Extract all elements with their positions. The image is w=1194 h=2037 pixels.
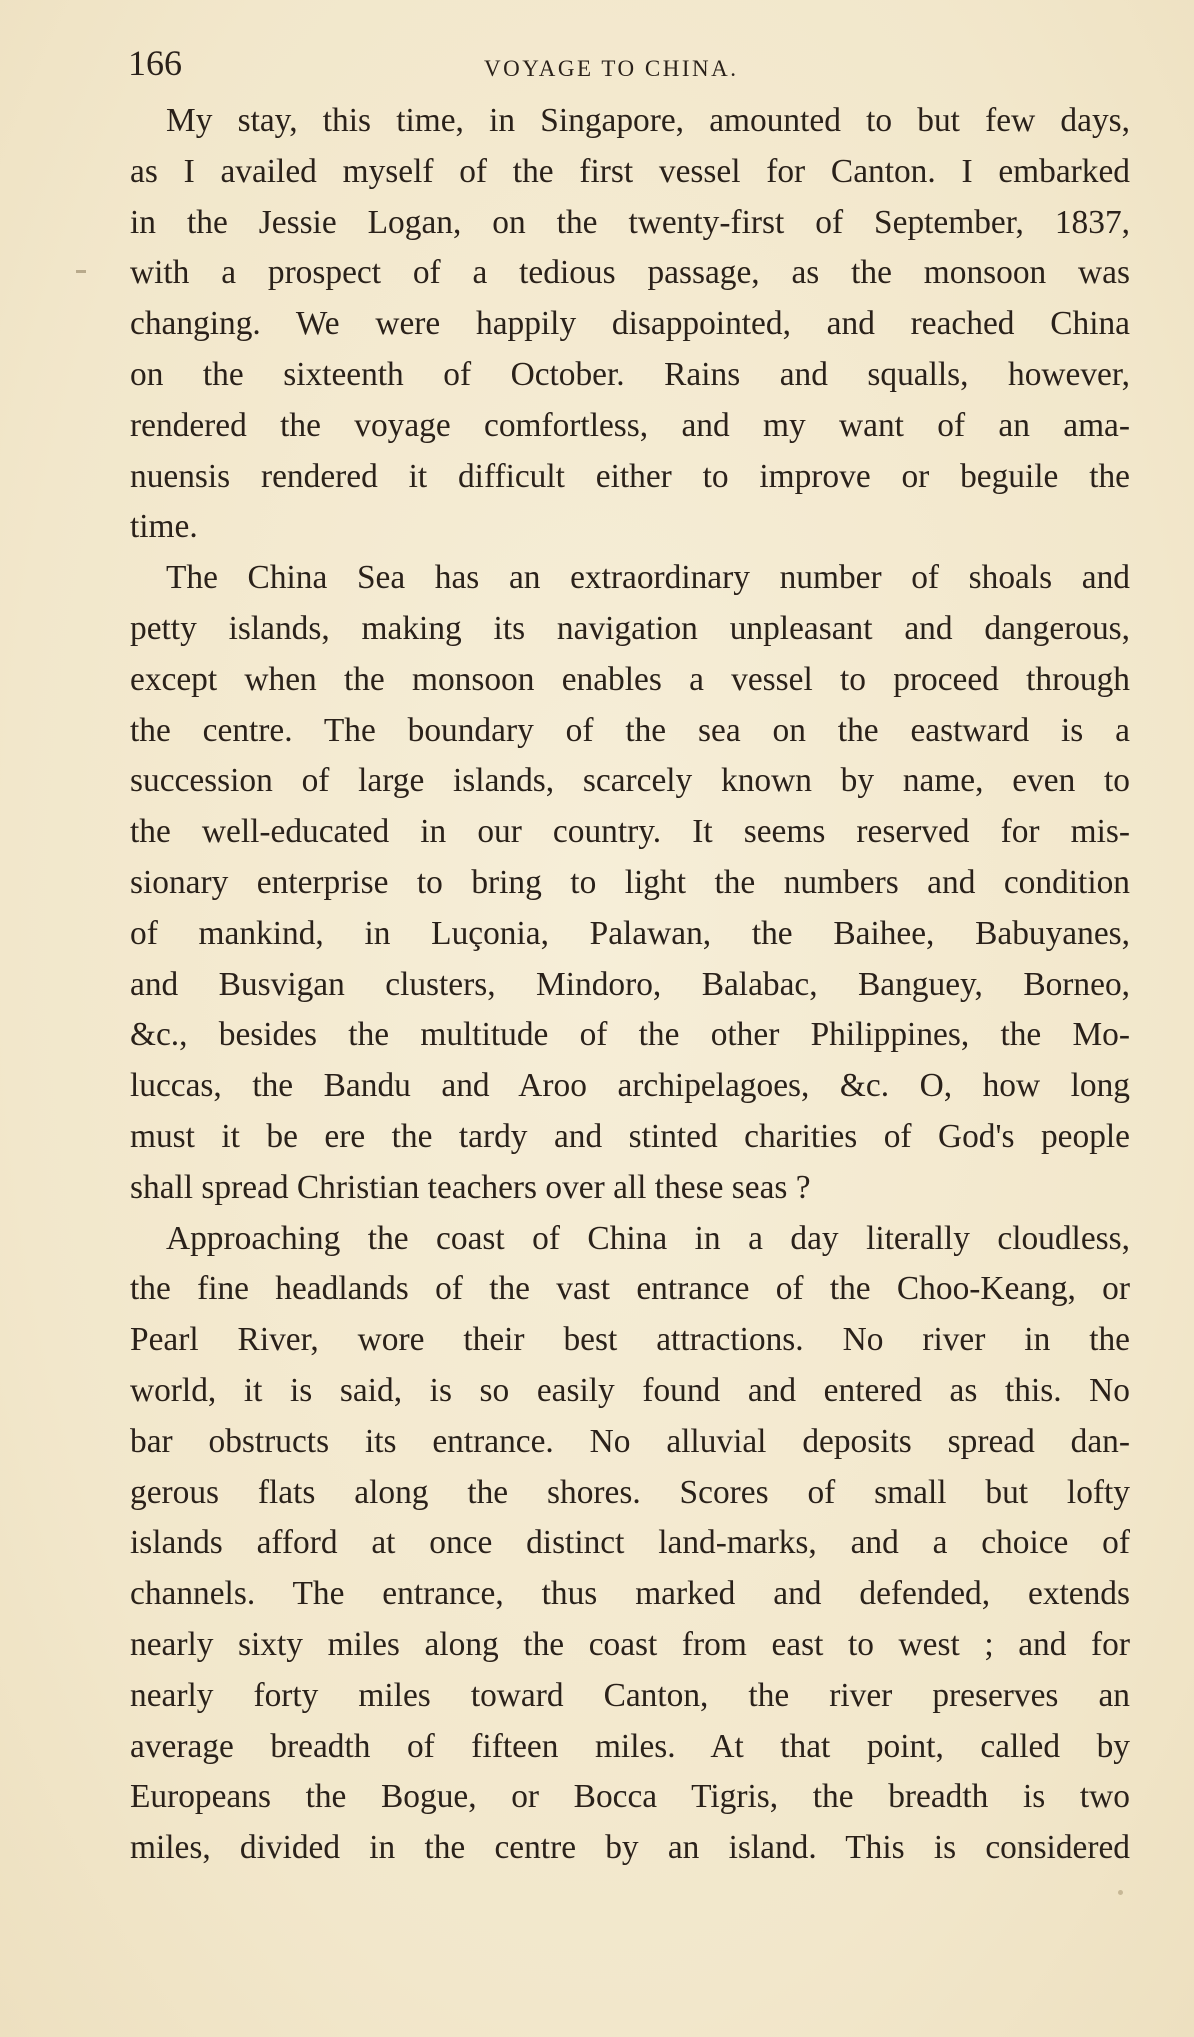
- text-line: except when the monsoon enables a vessel to proceed through: [130, 660, 1130, 698]
- text-line: the centre. The boundary of the sea on the eastward is a: [130, 711, 1130, 749]
- running-title: VOYAGE TO CHINA.: [484, 56, 739, 81]
- text-line: Approaching the coast of China in a day literally cloudless,: [166, 1219, 1130, 1257]
- text-line: world, it is said, is so easily found and entered as this. No: [130, 1371, 1130, 1409]
- text-line: the well-educated in our country. It seems reserved for mis-: [130, 813, 1130, 851]
- page-number: 166: [128, 43, 182, 83]
- text-line: and Busvigan clusters, Mindoro, Balabac, Banguey, Borneo,: [130, 965, 1130, 1003]
- text-line: average breadth of fifteen miles. At that point, called by: [130, 1727, 1130, 1765]
- text-line: bar obstructs its entrance. No alluvial deposits spread dan-: [130, 1422, 1130, 1460]
- text-line: on the sixteenth of October. Rains and squalls, however,: [130, 355, 1130, 393]
- text-line: &c., besides the multitude of the other Philippines, the Mo-: [130, 1016, 1130, 1054]
- text-line: as I availed myself of the first vessel for Canton. I embarked: [130, 152, 1130, 190]
- text-line: rendered the voyage comfortless, and my want of an ama-: [130, 406, 1130, 444]
- text-line: petty islands, making its navigation unpleasant and dangerous,: [130, 609, 1130, 647]
- text-line: channels. The entrance, thus marked and defended, extends: [130, 1575, 1130, 1613]
- paragraph-2: [130, 553, 1130, 1213]
- text-line: nearly sixty miles along the coast from east to west ; and for: [130, 1625, 1130, 1663]
- text-line: in the Jessie Logan, on the twenty-first of September, 1837,: [130, 203, 1130, 241]
- text-line: changing. We were happily disappointed, and reached China: [130, 305, 1130, 343]
- text-line: of mankind, in Luçonia, Palawan, the Baihee, Babuyanes,: [130, 914, 1130, 952]
- text-line: islands afford at once distinct land-marks, and a choice of: [130, 1524, 1130, 1562]
- text-line: Europeans the Bogue, or Bocca Tigris, the breadth is two: [130, 1778, 1130, 1816]
- text-line: with a prospect of a tedious passage, as the monsoon was: [130, 254, 1130, 292]
- text-line: gerous flats along the shores. Scores of small but lofty: [130, 1473, 1130, 1511]
- paragraph-3: [130, 1214, 1130, 1874]
- text-line: shall spread Christian teachers over all these seas ?: [130, 1168, 811, 1206]
- running-head: [0, 38, 1194, 88]
- paper-speck: [1118, 1890, 1123, 1895]
- text-line: Pearl River, wore their best attractions. No river in the: [130, 1321, 1130, 1359]
- text-line: nuensis rendered it difficult either to improve or beguile the: [130, 457, 1130, 495]
- text-line: time.: [130, 508, 198, 546]
- text-line: succession of large islands, scarcely known by name, even to: [130, 762, 1130, 800]
- text-line: My stay, this time, in Singapore, amounted to but few days,: [166, 102, 1130, 139]
- text-line: must it be ere the tardy and stinted charities of God's people: [130, 1117, 1130, 1155]
- text-line: The China Sea has an extraordinary number of shoals and: [166, 559, 1130, 597]
- text-line: the fine headlands of the vast entrance of the Choo-Keang, or: [130, 1270, 1130, 1308]
- margin-mark: [76, 270, 86, 273]
- text-line: nearly forty miles toward Canton, the river preserves an: [130, 1676, 1130, 1714]
- text-line: sionary enterprise to bring to light the numbers and condition: [130, 863, 1130, 901]
- text-line: miles, divided in the centre by an island. This is considered: [130, 1829, 1130, 1867]
- text-line: luccas, the Bandu and Aroo archipelagoes, &c. O, how long: [130, 1067, 1130, 1105]
- paragraph-1: [130, 96, 1130, 553]
- body-text: [130, 96, 1130, 1874]
